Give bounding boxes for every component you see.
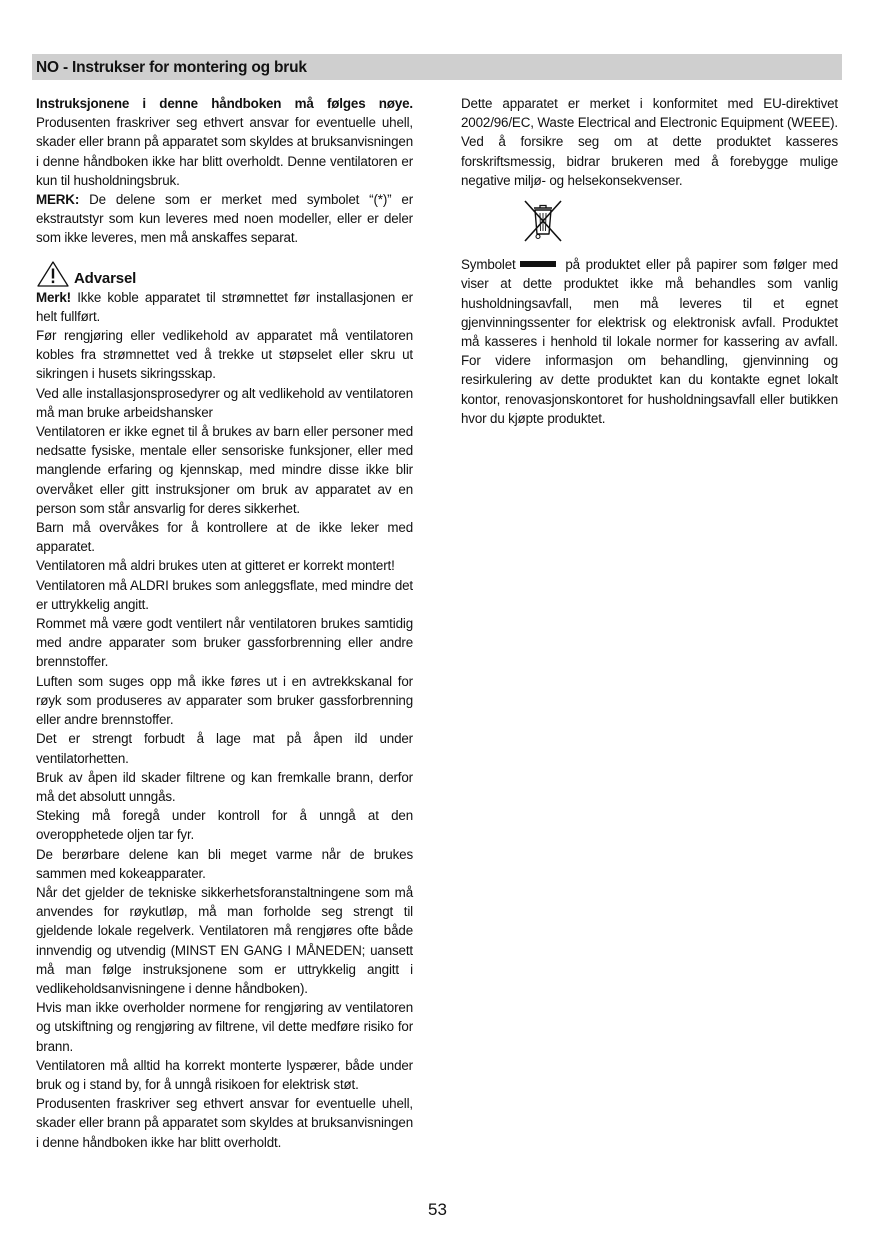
crossed-bin-icon bbox=[521, 198, 565, 244]
symbol-text: på produktet eller på papirer som følger med viser at dette produktet ikke må behandles som vanlig husholdningsavfall, men må leveres til et egnet gjenvinningssenter for elektrisk og elektronisk avfall. Produktet må kasseres i henhold til lokale normer for kassering av avfall. For videre informasjon om behandling, gjenvinning og resirkulering av dette produktet kan du kontakte egnet lokalt kontor, renovasjonskontoret for husholdningsavfall eller butikken hvor du kjøpte produktet. bbox=[461, 257, 838, 426]
warning-paragraph: Det er strengt forbudt å lage mat på åpen ild under ventilatorhetten. bbox=[36, 731, 413, 766]
left-column bbox=[36, 94, 413, 1152]
warning-paragraph: Ventilatoren er ikke egnet til å brukes av barn eller personer med nedsatte fysiske, mentale eller sensoriske funksjoner, eller med manglende erfaring og kjennskap, med mindre disse ikke blir overvåket eller gitt instruksjoner om bruk av apparatet av en person som står ansvarlig for deres sikkerhet. bbox=[36, 424, 413, 516]
merk2-paragraph bbox=[36, 288, 413, 326]
warning-paragraph: Produsenten fraskriver seg ethvert ansvar for eventuelle uhell, skader eller brann på apparatet som skyldes at bruksanvisningen i denne håndboken ikke har blitt overholdt. bbox=[36, 1096, 413, 1150]
intro-paragraph bbox=[36, 94, 413, 190]
intro-text: Produsenten fraskriver seg ethvert ansvar for eventuelle uhell, skader eller brann på apparatet som skyldes at bruksanvisningen i denne håndboken ikke har blitt overholdt. Denne ventilatoren er kun til husholdningsbruk. bbox=[36, 115, 413, 188]
solid-bar-symbol-icon bbox=[520, 261, 556, 267]
weee-paragraph: Dette apparatet er merket i konformitet med EU-direktivet 2002/96/EC, Waste Electrical and Electronic Equipment (WEEE). Ved å forsikre seg om at dette produktet kasseres forskriftsmessig, bidrar brukeren med å forebygge mulige negative miljø- og helsekonsekvenser. bbox=[461, 96, 838, 188]
symbol-word: Symbolet bbox=[461, 257, 516, 273]
symbol-paragraph bbox=[461, 255, 838, 428]
merk-text: De delene som er merket med symbolet “(*)” er ekstrautstyr som kun leveres med noen modeller, eller er deler som ikke leveres, men må anskaffes separat. bbox=[36, 192, 413, 246]
warning-paragraph: Ventilatoren må ALDRI brukes som anleggsflate, med mindre det er uttrykkelig angitt. bbox=[36, 577, 413, 612]
warning-paragraph: Ventilatoren må aldri brukes uten at gitteret er korrekt montert! bbox=[36, 558, 395, 574]
warning-paragraph: Ventilatoren må alltid ha korrekt monterte lyspærer, både under bruk og i stand by, for å unngå risikoen for elektrisk støt. bbox=[36, 1057, 413, 1092]
merk2-label: Merk! bbox=[36, 289, 71, 305]
warning-heading bbox=[36, 258, 413, 288]
warning-paragraph: Hvis man ikke overholder normene for rengjøring av ventilatoren og utskiftning og rengjøring av filtrene, vil dette medføre risiko for brann. bbox=[36, 1000, 413, 1054]
warning-paragraph: Ved alle installasjonsprosedyrer og alt vedlikehold av ventilatoren må man bruke arbeidshansker bbox=[36, 385, 413, 420]
warning-paragraph: Luften som suges opp må ikke føres ut i en avtrekkskanal for røyk som produseres av apparater som bruker gassforbrenning eller andre brennstoffer. bbox=[36, 673, 413, 728]
warning-title: Advarsel bbox=[74, 269, 137, 287]
section-header: NO - Instrukser for montering og bruk bbox=[32, 54, 842, 80]
warning-paragraph: Når det gjelder de tekniske sikkerhetsforanstaltningene som må anvendes for røykutløp, må man forholde seg strengt til gjeldende lokale regelverk. Ventilatoren må rengjøres ofte både innvendig og utvendig (MINST EN GANG I MÅNEDEN; uansett må man følge instruksjonene som er uttrykkelig angitt i vedlikeholdsanvisningene i denne håndboken). bbox=[36, 884, 413, 996]
merk2-text: Ikke koble apparatet til strømnettet før installasjonen er helt fullført. bbox=[36, 289, 413, 324]
warning-paragraph: Bruk av åpen ild skader filtrene og kan fremkalle brann, derfor må det absolutt unngås. bbox=[36, 769, 413, 804]
merk-label: MERK: bbox=[36, 192, 80, 208]
merk-paragraph bbox=[36, 190, 413, 248]
intro-bold: Instruksjonene i denne håndboken må følges nøye. bbox=[36, 96, 413, 111]
warning-paragraph: Rommet må være godt ventilert når ventilatoren brukes samtidig med andre apparater som bruker gassforbrenning eller andre brennstoffer. bbox=[36, 616, 413, 670]
right-column bbox=[461, 94, 838, 428]
warning-triangle-icon bbox=[36, 260, 70, 288]
warning-paragraph: Steking må foregå under kontroll for å unngå at den overopphetede oljen tar fyr. bbox=[36, 808, 413, 843]
warning-paragraph: Før rengjøring eller vedlikehold av apparatet må ventilatoren kobles fra strømnettet ved å trekke ut støpselet eller skru ut sikringen i husets sikringsskap. bbox=[36, 328, 413, 382]
warning-paragraph: Barn må overvåkes for å kontrollere at de ikke leker med apparatet. bbox=[36, 520, 413, 555]
warning-paragraph: De berørbare delene kan bli meget varme når de brukes sammen med kokeapparater. bbox=[36, 846, 413, 881]
page-number: 53 bbox=[428, 1200, 447, 1219]
